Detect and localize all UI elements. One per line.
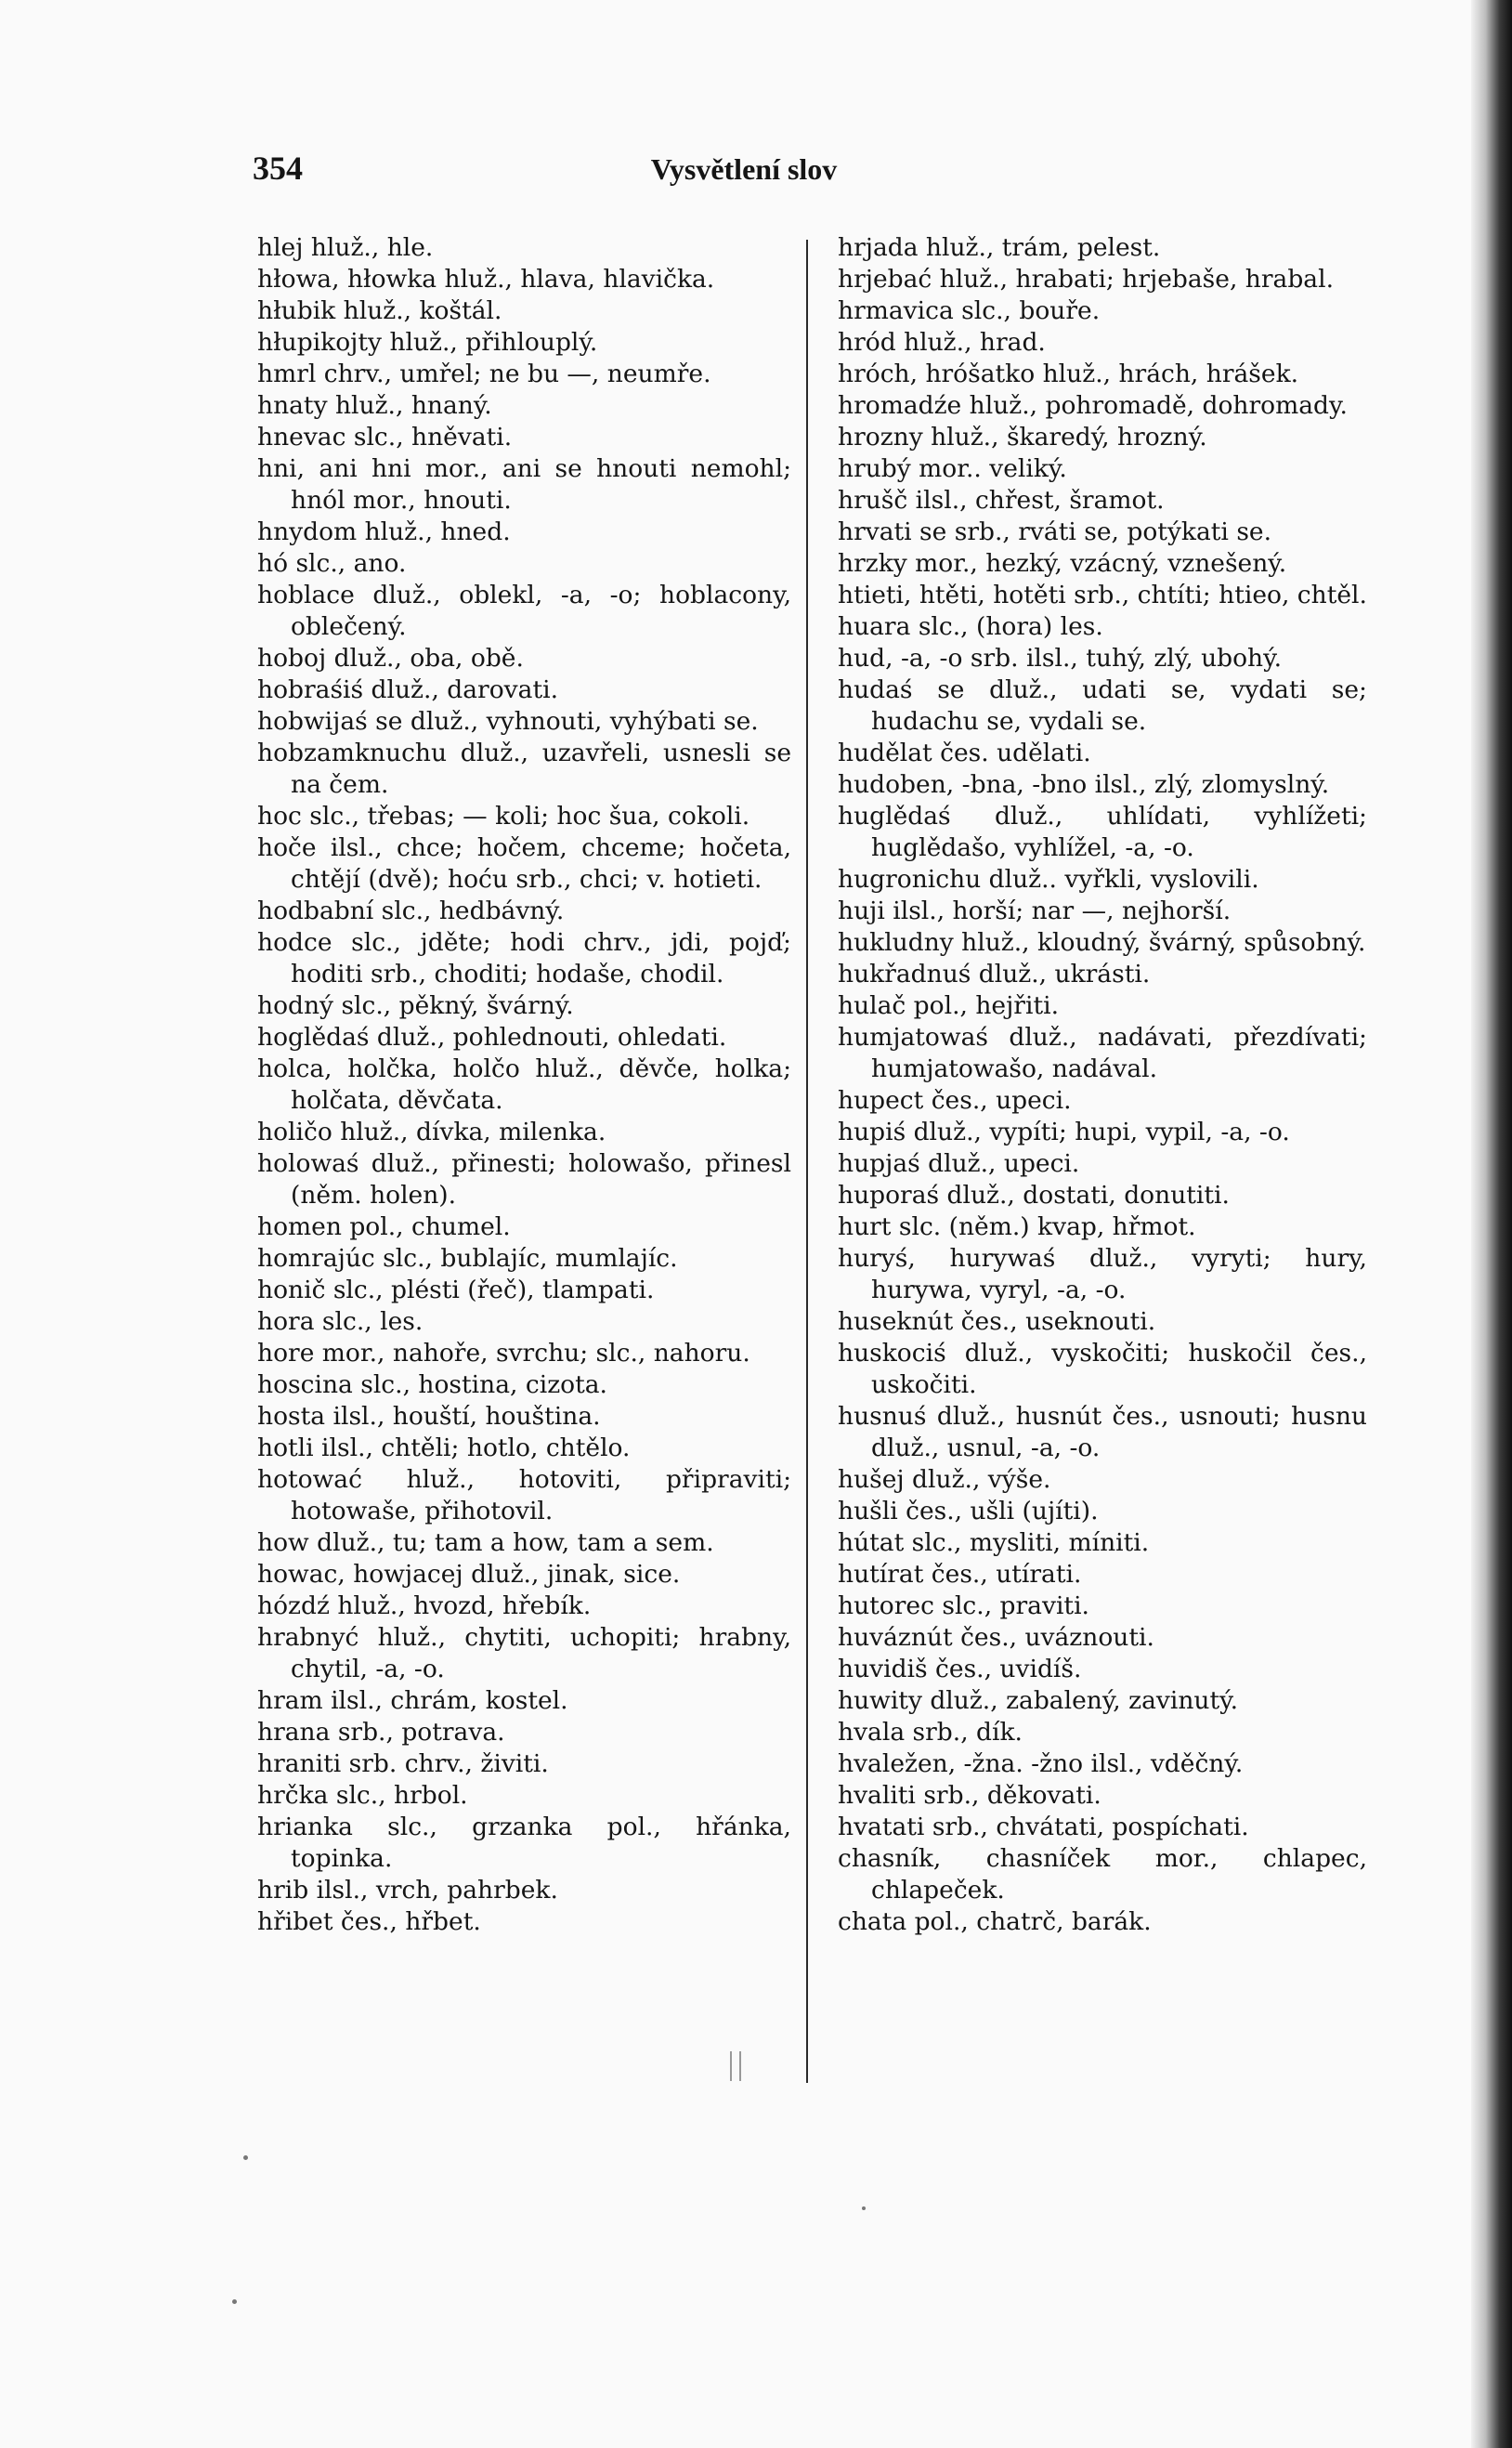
glossary-entry: holowaś dluž., přinesti; holowašo, přinesl (něm. holen). [257, 1149, 791, 1210]
glossary-entry: hmrl chrv., umřel; ne bu —, neumře. [257, 360, 711, 388]
glossary-entry: hromadźe hluž., pohromadě, dohromady. [838, 391, 1348, 420]
glossary-entry: hosta ilsl., houští, houština. [257, 1402, 601, 1431]
glossary-entry: homrajúc slc., bublajíc, mumlajíc. [257, 1244, 678, 1273]
print-mark [730, 2051, 741, 2081]
glossary-entry: hušej dluž., výše. [838, 1465, 1051, 1494]
glossary-entry: hoglědaś dluž., pohlednouti, ohledati. [257, 1023, 727, 1052]
glossary-entry: hoscina slc., hostina, cizota. [257, 1370, 607, 1399]
glossary-entry: chasník, chasníček mor., chlapec, chlapeček. [838, 1844, 1367, 1905]
glossary-entry: husnuś dluž., husnút čes., usnouti; husnu dluž., usnul, -a, -o. [838, 1402, 1367, 1462]
glossary-entry: hózdź hluž., hvozd, hřebík. [257, 1591, 592, 1620]
glossary-entry: homen pol., chumel. [257, 1212, 511, 1241]
glossary-entry: huseknút čes., useknouti. [838, 1307, 1156, 1336]
running-title: Vysvětlení slov [650, 152, 838, 186]
glossary-entry: hupect čes., upeci. [838, 1086, 1072, 1115]
glossary-entry: hurt slc. (něm.) kvap, hřmot. [838, 1212, 1196, 1241]
glossary-entry: hutorec slc., praviti. [838, 1591, 1089, 1620]
glossary-entry: huporaś dluž., dostati, donutiti. [838, 1181, 1230, 1210]
glossary-entry: hukludny hluž., kloudný, švárný, spůsobný. [838, 928, 1366, 957]
glossary-entry: hrčka slc., hrbol. [257, 1781, 468, 1810]
glossary-entry: hrib ilsl., vrch, pahrbek. [257, 1876, 558, 1905]
glossary-entry: huwity dluž., zabalený, zavinutý. [838, 1686, 1238, 1715]
glossary-entry: howac, howjacej dluž., jinak, sice. [257, 1560, 681, 1589]
glossary-entry: hulač pol., hejřiti. [838, 991, 1059, 1020]
glossary-entry: hodný slc., pěkný, švárný. [257, 991, 574, 1020]
glossary-entry: hoc slc., třebas; — koli; hoc šua, cokoli. [257, 802, 750, 831]
glossary-entry: hobraśiś dluž., darovati. [257, 675, 558, 704]
glossary-left-column [257, 232, 791, 1938]
glossary-entry: holca, holčka, holčo hluž., děvče, holka; holčata, děvčata. [257, 1054, 791, 1115]
glossary-entry: hlej hluž., hle. [257, 233, 434, 262]
glossary-entry: hvaliti srb., děkovati. [838, 1781, 1101, 1810]
glossary-right-column [838, 232, 1367, 1938]
glossary-entry: hrjebać hluž., hrabati; hrjebaše, hrabal. [838, 265, 1334, 294]
glossary-entry: hni, ani hni mor., ani se hnouti nemohl; hnól mor., hnouti. [257, 454, 791, 515]
book-spine-shadow [1471, 0, 1512, 2448]
glossary-entry: hobzamknuchu dluž., uzavřeli, usnesli se na čem. [257, 739, 791, 799]
glossary-entry: hrana srb., potrava. [257, 1718, 505, 1747]
glossary-entry: huvidiš čes., uvidíš. [838, 1655, 1082, 1683]
glossary-entry: hupjaś dluž., upeci. [838, 1149, 1080, 1178]
glossary-entry: hukřadnuś dluž., ukrásti. [838, 960, 1151, 988]
glossary-entry: hrzky mor., hezký, vzácný, vznešený. [838, 549, 1287, 578]
paper-speck [243, 2155, 248, 2160]
glossary-entry: hore mor., nahoře, svrchu; slc., nahoru. [257, 1339, 750, 1368]
glossary-entry: hobwijaś se dluž., vyhnouti, vyhýbati se. [257, 707, 759, 736]
glossary-entry: hvaležen, -žna. -žno ilsl., vděčný. [838, 1749, 1244, 1778]
glossary-entry: humjatowaś dluž., nadávati, přezdívati; humjatowašo, nadával. [838, 1023, 1367, 1083]
glossary-entry: hrušč ilsl., chřest, šramot. [838, 486, 1165, 515]
paper-speck [862, 2206, 866, 2210]
glossary-entry: hudoben, -bna, -bno ilsl., zlý, zlomyslný. [838, 770, 1330, 799]
glossary-entry: hudělat čes. udělati. [838, 739, 1091, 767]
glossary-entry: hó slc., ano. [257, 549, 407, 578]
glossary-entry: hvatati srb., chvátati, pospíchati. [838, 1813, 1249, 1841]
glossary-entry: hnaty hluž., hnaný. [257, 391, 492, 420]
glossary-entry: hora slc., les. [257, 1307, 424, 1336]
glossary-entry: hotli ilsl., chtěli; hotlo, chtělo. [257, 1433, 631, 1462]
glossary-entry: hrianka slc., grzanka pol., hřánka, topinka. [257, 1813, 791, 1873]
glossary-entry: hvala srb., dík. [838, 1718, 1023, 1747]
glossary-entry: hłowa, hłowka hluž., hlava, hlavička. [257, 265, 715, 294]
glossary-entry: hrabnyć hluž., chytiti, uchopiti; hrabny, chytil, -a, -o. [257, 1623, 791, 1683]
glossary-entry: hutírat čes., utírati. [838, 1560, 1082, 1589]
glossary-entry: huglědaś dluž., uhlídati, vyhlížeti; huglědašo, vyhlížel, -a, -o. [838, 802, 1367, 862]
glossary-entry: huváznút čes., uváznouti. [838, 1623, 1154, 1652]
glossary-entry: hrozny hluž., škaredý, hrozný. [838, 423, 1207, 452]
glossary-entry: hupiś dluž., vypíti; hupi, vypil, -a, -o. [838, 1118, 1290, 1146]
glossary-entry: chata pol., chatrč, barák. [838, 1907, 1152, 1936]
glossary-entry: hoče ilsl., chce; hočem, chceme; hočeta, chtějí (dvě); hoću srb., chci; v. hotieti. [257, 833, 791, 894]
glossary-entry: hotować hluž., hotoviti, připraviti; hotowaše, přihotovil. [257, 1465, 791, 1525]
glossary-entry: hram ilsl., chrám, kostel. [257, 1686, 568, 1715]
column-divider [806, 240, 808, 2083]
glossary-entry: huryś, hurywaś dluž., vyryti; hury, hurywa, vyryl, -a, -o. [838, 1244, 1367, 1304]
page-header [253, 149, 1235, 201]
glossary-entry: hušli čes., ušli (ujíti). [838, 1497, 1099, 1525]
glossary-entry: hraniti srb. chrv., živiti. [257, 1749, 549, 1778]
glossary-entry: hodce slc., jděte; hodi chrv., jdi, pojď; hoditi srb., choditi; hodaše, chodil. [257, 928, 791, 988]
glossary-entry: huji ilsl., horší; nar —, nejhorší. [838, 897, 1232, 925]
glossary-entry: hrmavica slc., bouře. [838, 296, 1101, 325]
glossary-entry: hrjada hluž., trám, pelest. [838, 233, 1161, 262]
glossary-entry: hnevac slc., hněvati. [257, 423, 513, 452]
glossary-entry: honič slc., plésti (řeč), tlampati. [257, 1276, 655, 1304]
page-number: 354 [253, 150, 303, 187]
glossary-entry: hróch, hróšatko hluž., hrách, hrášek. [838, 360, 1299, 388]
glossary-entry: hoblace dluž., oblekl, -a, -o; hoblacony, oblečený. [257, 581, 791, 641]
glossary-entry: hútat slc., mysliti, míniti. [838, 1528, 1150, 1557]
glossary-entry: hud, -a, -o srb. ilsl., tuhý, zlý, ubohý. [838, 644, 1282, 673]
glossary-entry: hłupikojty hluž., přihlouplý. [257, 328, 598, 357]
glossary-entry: hrvati se srb., rváti se, potýkati se. [838, 517, 1272, 546]
glossary-entry: hřibet čes., hřbet. [257, 1907, 481, 1936]
paper-speck [232, 2299, 237, 2304]
glossary-entry: holičo hluž., dívka, milenka. [257, 1118, 606, 1146]
glossary-entry: hłubik hluž., koštál. [257, 296, 502, 325]
glossary-entry: hugronichu dluž.. vyřkli, vyslovili. [838, 865, 1259, 894]
glossary-entry: huskociś dluž., vyskočiti; huskočil čes., uskočiti. [838, 1339, 1367, 1399]
glossary-entry: hród hluž., hrad. [838, 328, 1046, 357]
glossary-entry: huara slc., (hora) les. [838, 612, 1103, 641]
glossary-entry: how dluž., tu; tam a how, tam a sem. [257, 1528, 714, 1557]
glossary-entry: hudaś se dluž., udati se, vydati se; hudachu se, vydali se. [838, 675, 1367, 736]
glossary-entry: hodbabní slc., hedbávný. [257, 897, 565, 925]
glossary-entry: hoboj dluž., oba, obě. [257, 644, 524, 673]
glossary-entry: htieti, htěti, hotěti srb., chtíti; htieo, chtěl. [838, 581, 1367, 609]
glossary-entry: hnydom hluž., hned. [257, 517, 511, 546]
glossary-entry: hrubý mor.. veliký. [838, 454, 1067, 483]
